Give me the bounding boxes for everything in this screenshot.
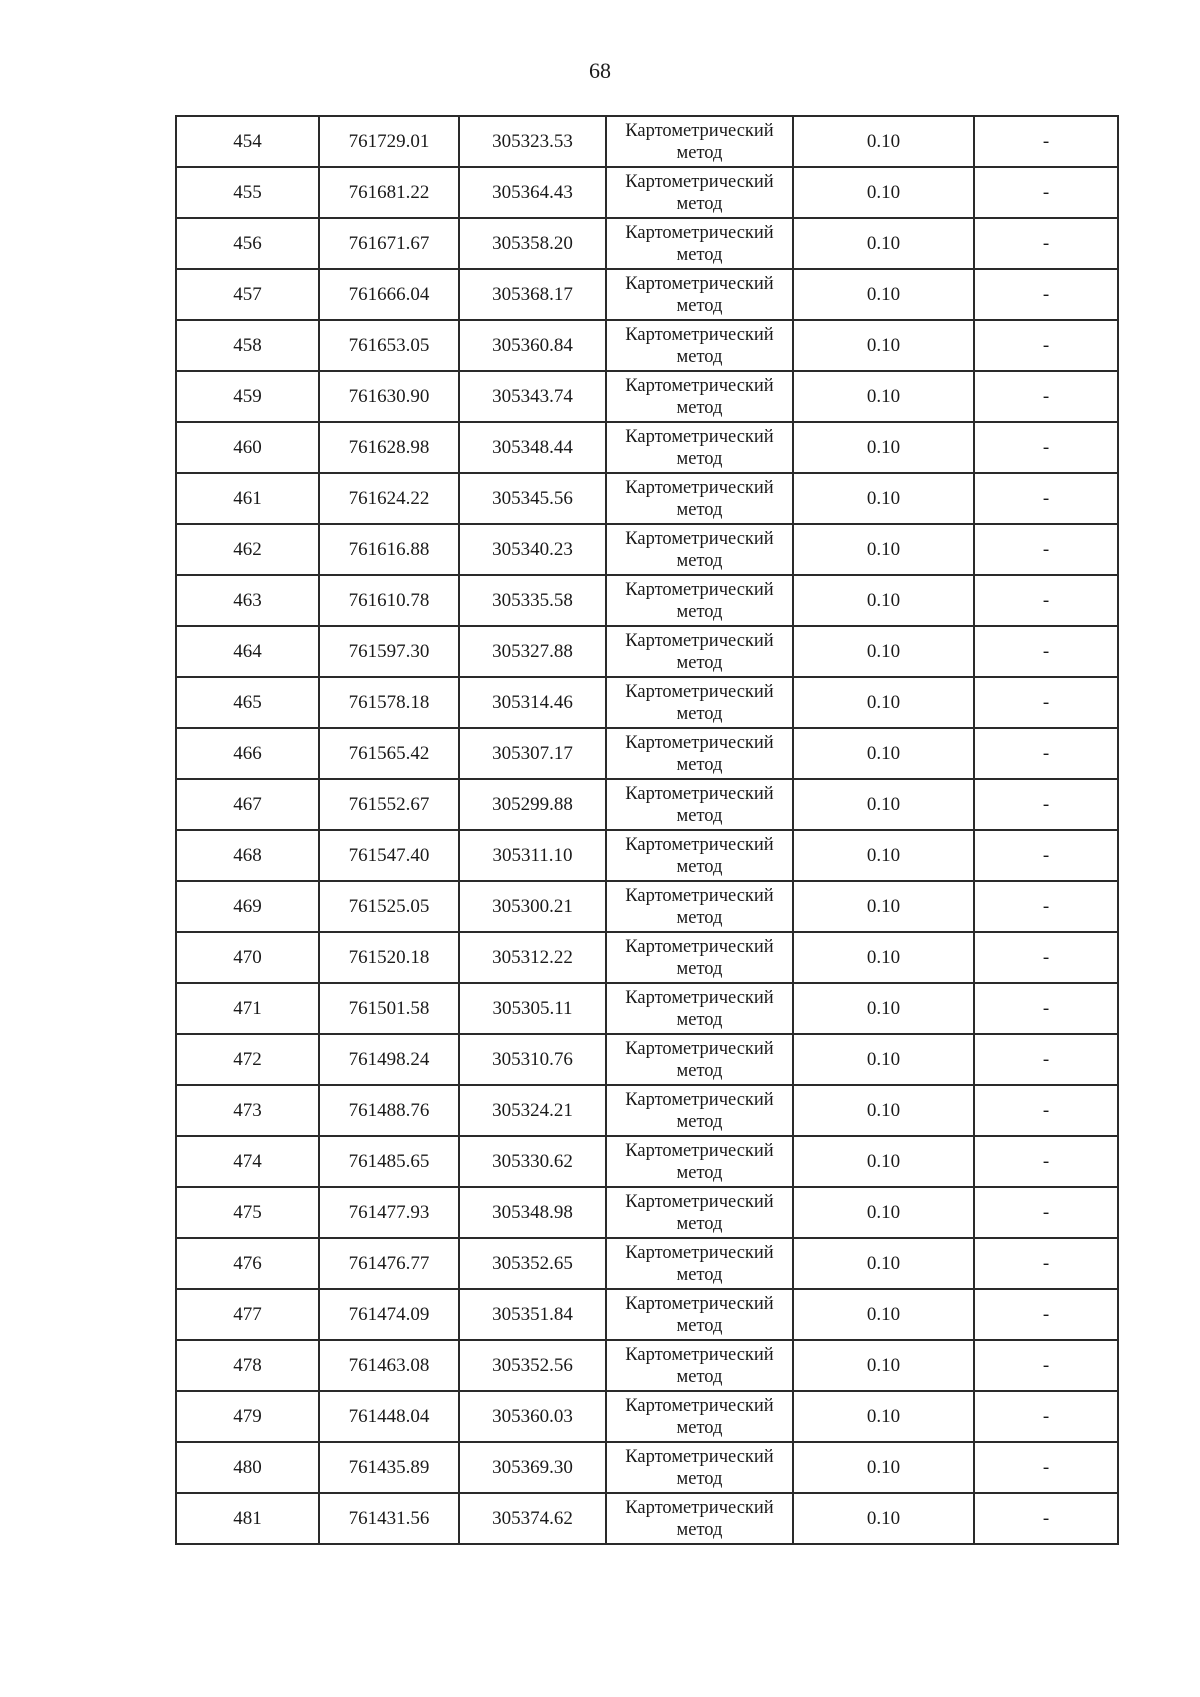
method-cell (606, 320, 793, 371)
method-line-1: Картометрический (625, 834, 774, 855)
method-line-2: метод (676, 244, 723, 265)
table-row (176, 473, 1118, 524)
note-cell: - (974, 626, 1118, 677)
method-cell (606, 371, 793, 422)
table-row (176, 779, 1118, 830)
method-line-2: метод (676, 499, 723, 520)
method-line-2: метод (676, 1213, 723, 1234)
x-coordinate-cell: 761476.77 (319, 1238, 459, 1289)
method-line-2: метод (676, 1009, 723, 1030)
method-line-2: метод (676, 1264, 723, 1285)
y-coordinate-cell: 305348.98 (459, 1187, 606, 1238)
x-coordinate-cell: 761578.18 (319, 677, 459, 728)
method-line-1: Картометрический (625, 120, 774, 141)
method-cell (606, 932, 793, 983)
note-cell: - (974, 983, 1118, 1034)
method-line-2: метод (676, 1060, 723, 1081)
note-cell: - (974, 1340, 1118, 1391)
method-cell (606, 1493, 793, 1544)
table-row (176, 1085, 1118, 1136)
table-row (176, 1034, 1118, 1085)
method-cell (606, 983, 793, 1034)
coordinates-table (175, 115, 1119, 1545)
point-number-cell: 479 (176, 1391, 319, 1442)
accuracy-cell: 0.10 (793, 218, 974, 269)
y-coordinate-cell: 305300.21 (459, 881, 606, 932)
method-line-1: Картометрический (625, 783, 774, 804)
table-row (176, 626, 1118, 677)
table-row (176, 881, 1118, 932)
note-cell: - (974, 116, 1118, 167)
point-number-cell: 465 (176, 677, 319, 728)
method-line-1: Картометрический (625, 732, 774, 753)
y-coordinate-cell: 305343.74 (459, 371, 606, 422)
note-cell: - (974, 167, 1118, 218)
method-line-2: метод (676, 1111, 723, 1132)
note-cell: - (974, 1136, 1118, 1187)
method-line-2: метод (676, 754, 723, 775)
y-coordinate-cell: 305311.10 (459, 830, 606, 881)
table-row (176, 371, 1118, 422)
method-line-2: метод (676, 550, 723, 571)
method-line-1: Картометрический (625, 1089, 774, 1110)
x-coordinate-cell: 761628.98 (319, 422, 459, 473)
accuracy-cell: 0.10 (793, 422, 974, 473)
method-cell (606, 881, 793, 932)
note-cell: - (974, 371, 1118, 422)
method-line-2: метод (676, 805, 723, 826)
point-number-cell: 461 (176, 473, 319, 524)
x-coordinate-cell: 761671.67 (319, 218, 459, 269)
table-row (176, 320, 1118, 371)
table-row (176, 1238, 1118, 1289)
method-line-1: Картометрический (625, 222, 774, 243)
accuracy-cell: 0.10 (793, 1187, 974, 1238)
x-coordinate-cell: 761610.78 (319, 575, 459, 626)
table-row (176, 830, 1118, 881)
x-coordinate-cell: 761552.67 (319, 779, 459, 830)
method-line-2: метод (676, 193, 723, 214)
point-number-cell: 455 (176, 167, 319, 218)
method-line-1: Картометрический (625, 681, 774, 702)
point-number-cell: 468 (176, 830, 319, 881)
method-line-2: метод (676, 958, 723, 979)
table-row (176, 1493, 1118, 1544)
point-number-cell: 473 (176, 1085, 319, 1136)
y-coordinate-cell: 305352.65 (459, 1238, 606, 1289)
x-coordinate-cell: 761630.90 (319, 371, 459, 422)
y-coordinate-cell: 305368.17 (459, 269, 606, 320)
y-coordinate-cell: 305364.43 (459, 167, 606, 218)
accuracy-cell: 0.10 (793, 1493, 974, 1544)
x-coordinate-cell: 761547.40 (319, 830, 459, 881)
note-cell: - (974, 830, 1118, 881)
method-line-1: Картометрический (625, 987, 774, 1008)
accuracy-cell: 0.10 (793, 1442, 974, 1493)
note-cell: - (974, 422, 1118, 473)
y-coordinate-cell: 305360.03 (459, 1391, 606, 1442)
x-coordinate-cell: 761431.56 (319, 1493, 459, 1544)
method-cell (606, 1391, 793, 1442)
x-coordinate-cell: 761435.89 (319, 1442, 459, 1493)
accuracy-cell: 0.10 (793, 371, 974, 422)
method-line-1: Картометрический (625, 324, 774, 345)
point-number-cell: 466 (176, 728, 319, 779)
x-coordinate-cell: 761520.18 (319, 932, 459, 983)
accuracy-cell: 0.10 (793, 677, 974, 728)
x-coordinate-cell: 761624.22 (319, 473, 459, 524)
x-coordinate-cell: 761477.93 (319, 1187, 459, 1238)
accuracy-cell: 0.10 (793, 320, 974, 371)
method-line-2: метод (676, 1315, 723, 1336)
method-line-2: метод (676, 448, 723, 469)
accuracy-cell: 0.10 (793, 269, 974, 320)
accuracy-cell: 0.10 (793, 1238, 974, 1289)
accuracy-cell: 0.10 (793, 1289, 974, 1340)
accuracy-cell: 0.10 (793, 167, 974, 218)
method-line-1: Картометрический (625, 579, 774, 600)
method-line-2: метод (676, 1162, 723, 1183)
method-line-2: метод (676, 1417, 723, 1438)
note-cell: - (974, 575, 1118, 626)
method-cell (606, 1085, 793, 1136)
method-cell (606, 524, 793, 575)
method-cell (606, 779, 793, 830)
table-row (176, 1391, 1118, 1442)
y-coordinate-cell: 305312.22 (459, 932, 606, 983)
method-line-2: метод (676, 856, 723, 877)
x-coordinate-cell: 761485.65 (319, 1136, 459, 1187)
y-coordinate-cell: 305345.56 (459, 473, 606, 524)
method-line-1: Картометрический (625, 477, 774, 498)
point-number-cell: 458 (176, 320, 319, 371)
x-coordinate-cell: 761681.22 (319, 167, 459, 218)
x-coordinate-cell: 761729.01 (319, 116, 459, 167)
y-coordinate-cell: 305314.46 (459, 677, 606, 728)
method-cell (606, 1238, 793, 1289)
x-coordinate-cell: 761463.08 (319, 1340, 459, 1391)
note-cell: - (974, 1034, 1118, 1085)
x-coordinate-cell: 761488.76 (319, 1085, 459, 1136)
method-line-2: метод (676, 397, 723, 418)
method-line-2: метод (676, 907, 723, 928)
note-cell: - (974, 1187, 1118, 1238)
note-cell: - (974, 1238, 1118, 1289)
point-number-cell: 460 (176, 422, 319, 473)
table-row (176, 1136, 1118, 1187)
table-row (176, 575, 1118, 626)
y-coordinate-cell: 305340.23 (459, 524, 606, 575)
method-cell (606, 1442, 793, 1493)
point-number-cell: 456 (176, 218, 319, 269)
point-number-cell: 472 (176, 1034, 319, 1085)
y-coordinate-cell: 305324.21 (459, 1085, 606, 1136)
point-number-cell: 457 (176, 269, 319, 320)
x-coordinate-cell: 761498.24 (319, 1034, 459, 1085)
note-cell: - (974, 524, 1118, 575)
x-coordinate-cell: 761525.05 (319, 881, 459, 932)
method-cell (606, 116, 793, 167)
y-coordinate-cell: 305307.17 (459, 728, 606, 779)
page-number: 68 (589, 58, 611, 83)
method-line-1: Картометрический (625, 1140, 774, 1161)
table-row (176, 218, 1118, 269)
method-line-2: метод (676, 652, 723, 673)
accuracy-cell: 0.10 (793, 932, 974, 983)
method-line-1: Картометрический (625, 630, 774, 651)
note-cell: - (974, 269, 1118, 320)
method-cell (606, 1187, 793, 1238)
table-row (176, 932, 1118, 983)
method-cell (606, 728, 793, 779)
method-line-1: Картометрический (625, 936, 774, 957)
y-coordinate-cell: 305330.62 (459, 1136, 606, 1187)
note-cell: - (974, 1085, 1118, 1136)
table-row (176, 524, 1118, 575)
accuracy-cell: 0.10 (793, 1136, 974, 1187)
method-cell (606, 167, 793, 218)
method-line-2: метод (676, 142, 723, 163)
method-line-1: Картометрический (625, 426, 774, 447)
point-number-cell: 475 (176, 1187, 319, 1238)
accuracy-cell: 0.10 (793, 830, 974, 881)
x-coordinate-cell: 761565.42 (319, 728, 459, 779)
method-cell (606, 422, 793, 473)
note-cell: - (974, 1289, 1118, 1340)
method-cell (606, 1340, 793, 1391)
point-number-cell: 471 (176, 983, 319, 1034)
method-line-1: Картометрический (625, 273, 774, 294)
point-number-cell: 463 (176, 575, 319, 626)
x-coordinate-cell: 761653.05 (319, 320, 459, 371)
accuracy-cell: 0.10 (793, 626, 974, 677)
method-cell (606, 626, 793, 677)
point-number-cell: 480 (176, 1442, 319, 1493)
method-line-1: Картометрический (625, 1344, 774, 1365)
method-line-1: Картометрический (625, 1038, 774, 1059)
method-line-2: метод (676, 346, 723, 367)
method-line-2: метод (676, 601, 723, 622)
x-coordinate-cell: 761501.58 (319, 983, 459, 1034)
method-cell (606, 1289, 793, 1340)
point-number-cell: 476 (176, 1238, 319, 1289)
accuracy-cell: 0.10 (793, 881, 974, 932)
point-number-cell: 467 (176, 779, 319, 830)
method-cell (606, 830, 793, 881)
method-line-1: Картометрический (625, 1293, 774, 1314)
method-cell (606, 218, 793, 269)
y-coordinate-cell: 305358.20 (459, 218, 606, 269)
point-number-cell: 470 (176, 932, 319, 983)
y-coordinate-cell: 305369.30 (459, 1442, 606, 1493)
accuracy-cell: 0.10 (793, 473, 974, 524)
x-coordinate-cell: 761448.04 (319, 1391, 459, 1442)
method-line-2: метод (676, 295, 723, 316)
accuracy-cell: 0.10 (793, 1085, 974, 1136)
table-row (176, 1442, 1118, 1493)
note-cell: - (974, 728, 1118, 779)
accuracy-cell: 0.10 (793, 728, 974, 779)
table-row (176, 1289, 1118, 1340)
method-line-1: Картометрический (625, 1395, 774, 1416)
note-cell: - (974, 881, 1118, 932)
table-row (176, 677, 1118, 728)
method-line-2: метод (676, 1366, 723, 1387)
y-coordinate-cell: 305335.58 (459, 575, 606, 626)
method-cell (606, 269, 793, 320)
table-row (176, 422, 1118, 473)
method-line-2: метод (676, 1519, 723, 1540)
y-coordinate-cell: 305327.88 (459, 626, 606, 677)
y-coordinate-cell: 305305.11 (459, 983, 606, 1034)
accuracy-cell: 0.10 (793, 1034, 974, 1085)
note-cell: - (974, 218, 1118, 269)
method-line-1: Картометрический (625, 1191, 774, 1212)
accuracy-cell: 0.10 (793, 575, 974, 626)
x-coordinate-cell: 761616.88 (319, 524, 459, 575)
method-line-2: метод (676, 703, 723, 724)
point-number-cell: 462 (176, 524, 319, 575)
y-coordinate-cell: 305299.88 (459, 779, 606, 830)
table-row (176, 1340, 1118, 1391)
x-coordinate-cell: 761597.30 (319, 626, 459, 677)
note-cell: - (974, 779, 1118, 830)
method-cell (606, 473, 793, 524)
y-coordinate-cell: 305310.76 (459, 1034, 606, 1085)
x-coordinate-cell: 761666.04 (319, 269, 459, 320)
accuracy-cell: 0.10 (793, 779, 974, 830)
table-row (176, 116, 1118, 167)
point-number-cell: 481 (176, 1493, 319, 1544)
y-coordinate-cell: 305352.56 (459, 1340, 606, 1391)
point-number-cell: 474 (176, 1136, 319, 1187)
note-cell: - (974, 677, 1118, 728)
method-cell (606, 1136, 793, 1187)
point-number-cell: 478 (176, 1340, 319, 1391)
method-line-1: Картометрический (625, 171, 774, 192)
table-row (176, 167, 1118, 218)
note-cell: - (974, 473, 1118, 524)
table-row (176, 983, 1118, 1034)
note-cell: - (974, 1442, 1118, 1493)
point-number-cell: 454 (176, 116, 319, 167)
y-coordinate-cell: 305348.44 (459, 422, 606, 473)
accuracy-cell: 0.10 (793, 524, 974, 575)
y-coordinate-cell: 305351.84 (459, 1289, 606, 1340)
method-cell (606, 575, 793, 626)
table-row (176, 269, 1118, 320)
method-cell (606, 677, 793, 728)
method-line-1: Картометрический (625, 375, 774, 396)
accuracy-cell: 0.10 (793, 1340, 974, 1391)
table-row (176, 1187, 1118, 1238)
accuracy-cell: 0.10 (793, 116, 974, 167)
method-line-1: Картометрический (625, 1446, 774, 1467)
y-coordinate-cell: 305323.53 (459, 116, 606, 167)
point-number-cell: 477 (176, 1289, 319, 1340)
method-line-1: Картометрический (625, 885, 774, 906)
method-line-1: Картометрический (625, 1242, 774, 1263)
point-number-cell: 464 (176, 626, 319, 677)
point-number-cell: 469 (176, 881, 319, 932)
y-coordinate-cell: 305360.84 (459, 320, 606, 371)
note-cell: - (974, 320, 1118, 371)
method-line-2: метод (676, 1468, 723, 1489)
table-row (176, 728, 1118, 779)
coordinates-table-body (176, 116, 1118, 1544)
method-cell (606, 1034, 793, 1085)
method-line-1: Картометрический (625, 1497, 774, 1518)
accuracy-cell: 0.10 (793, 1391, 974, 1442)
method-line-1: Картометрический (625, 528, 774, 549)
x-coordinate-cell: 761474.09 (319, 1289, 459, 1340)
note-cell: - (974, 932, 1118, 983)
point-number-cell: 459 (176, 371, 319, 422)
note-cell: - (974, 1391, 1118, 1442)
note-cell: - (974, 1493, 1118, 1544)
y-coordinate-cell: 305374.62 (459, 1493, 606, 1544)
accuracy-cell: 0.10 (793, 983, 974, 1034)
